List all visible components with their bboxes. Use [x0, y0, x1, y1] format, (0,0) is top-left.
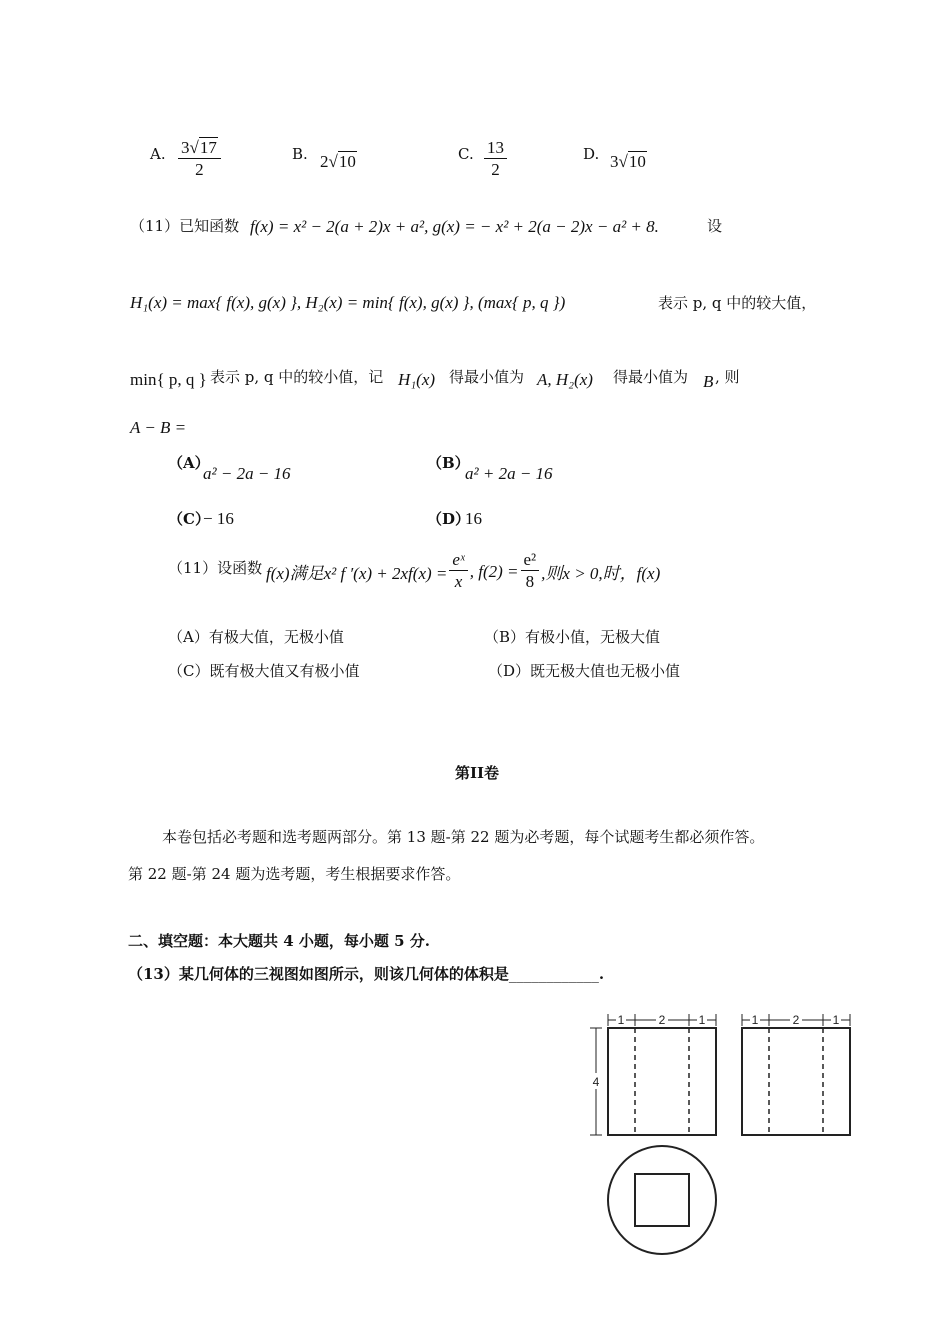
section-para-line1: 本卷包括必考题和选考题两部分。第 13 题-第 22 题为必考题，每个试题考生都必须作答。 — [162, 828, 765, 846]
option-b-value: 2√10 — [320, 152, 356, 171]
dim-label-front-right: 1 — [698, 1013, 706, 1027]
section-title: 第II卷 — [455, 764, 500, 782]
dim-label-side-right: 1 — [832, 1013, 840, 1027]
section-para-line2: 第 22 题-第 24 题为选考题，考生根据要求作答。 — [128, 865, 461, 883]
option-b-label: B. — [292, 145, 308, 163]
option-a-value: $\frac{3√17}{2}$ — [178, 138, 221, 181]
dim-label-side-middle: 2 — [792, 1013, 800, 1027]
q11a-line3-math1: min{ p, q } — [130, 370, 207, 389]
q13-text: （13）某几何体的三视图如图所示，则该几何体的体积是____________. — [128, 965, 605, 983]
q11b-opt-c: （C）既有极大值又有极小值 — [168, 662, 360, 680]
q11a-opt-a: a² − 2a − 16 — [203, 464, 291, 483]
q11a-line3-math4: B — [703, 372, 714, 391]
three-view-figure — [580, 1008, 870, 1258]
q11a-opt-d-label: （D） — [427, 510, 471, 528]
q11a-opt-a-label: （A） — [168, 454, 210, 472]
q11a-line3-text1: 表示 p, q 中的较小值，记 — [210, 368, 384, 386]
top-view-circle — [608, 1146, 716, 1254]
q11b-condition: f(x)满足x² f ′(x) + 2xf(x) = $\frac{\text{eˣ}}{x}$ , f(2) = $\frac{\text{e²}}{8}$ ,则x > 0,时，f(x) — [266, 550, 661, 591]
front-view-rect — [608, 1028, 716, 1135]
q11a-line2-text: 表示 p, q 中的较大值， — [658, 294, 817, 312]
q11a-opt-c: − 16 — [203, 509, 234, 528]
side-view-rect — [742, 1028, 850, 1135]
q11a-she: 设 — [707, 217, 723, 235]
option-a-label: A. — [150, 145, 166, 163]
dim-label-front-middle: 2 — [658, 1013, 666, 1027]
top-view-square — [635, 1174, 689, 1226]
option-c-value: $\frac{13}{2}$ — [484, 138, 507, 181]
q11a-opt-b: a² + 2a − 16 — [465, 464, 553, 483]
q11a-line2-math: H₁(x) = max{ f(x), g(x) }, H₂(x) = min{ f(x), g(x) }, (max{ p, q }) — [130, 293, 566, 312]
dim-label-front-left: 1 — [617, 1013, 625, 1027]
q11b-opt-d: （D）既无极大值也无极小值 — [488, 662, 681, 680]
q11b-opt-a: （A）有极大值，无极小值 — [168, 628, 344, 646]
q11a-line3-text4: , 则 — [715, 368, 740, 386]
q11a-opt-d: 16 — [465, 509, 482, 528]
q11a-line3-text2: 得最小值为 — [449, 368, 525, 386]
q11a-opt-b-label: （B） — [427, 454, 470, 472]
dim-label-side-left: 1 — [751, 1013, 759, 1027]
q11a-prefix: （11）已知函数 — [130, 217, 240, 235]
q11a-line3-math2: H₁(x) — [398, 370, 436, 389]
q11b-opt-b: （B）有极小值，无极大值 — [484, 628, 661, 646]
option-c-label: C. — [458, 145, 474, 163]
q11a-opt-c-label: （C） — [168, 510, 210, 528]
dim-label-height: 4 — [592, 1075, 600, 1089]
q11a-line3-math3: A, H₂(x) — [537, 370, 593, 389]
q11a-line4: A − B = — [130, 418, 187, 437]
q11a-line3-text3: 得最小值为 — [613, 368, 689, 386]
option-d-value: 3√10 — [610, 152, 646, 171]
fill-heading: 二、填空题：本大题共 4 小题，每小题 5 分. — [128, 932, 430, 950]
option-d-label: D. — [583, 145, 600, 163]
q11b-prefix: （11）设函数 — [168, 559, 263, 577]
q11a-func-def: f(x) = x² − 2(a + 2)x + a², g(x) = − x² + 2(a − 2)x − a² + 8. — [250, 217, 659, 236]
